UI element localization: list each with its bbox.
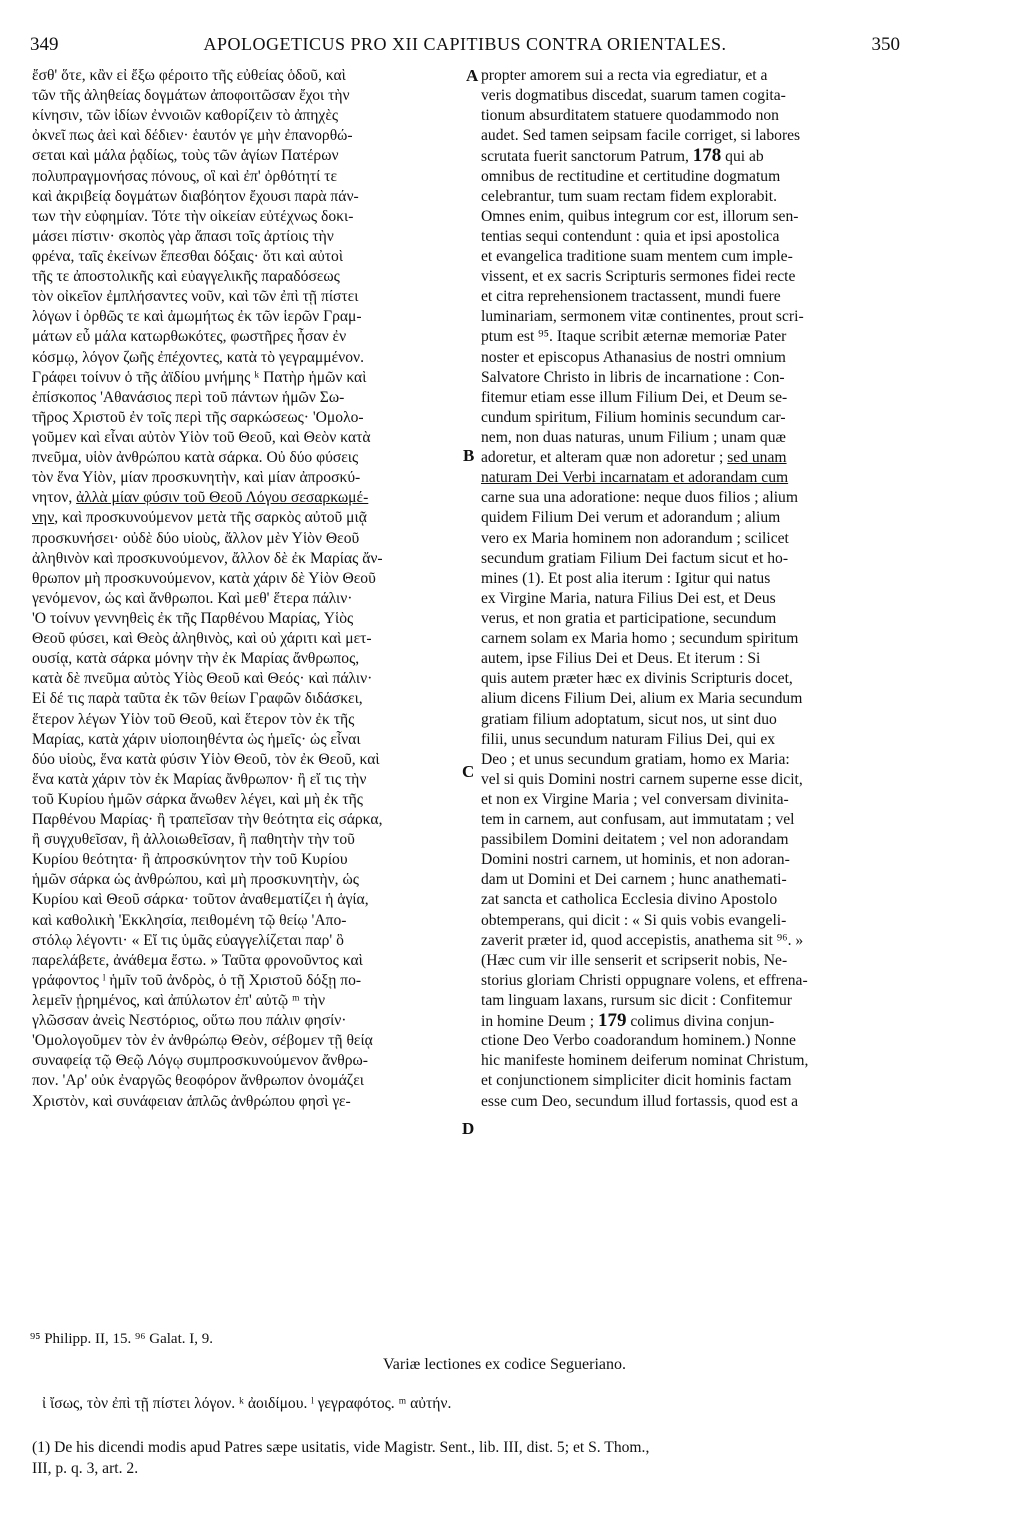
greek-line: ὀκνεῖ πως ἀεὶ καὶ δέδιεν· ἑαυτόν γε μὴν ἐπανορθώ- [32, 127, 353, 145]
latin-line: et conjunctionem simpliciter dicit hominis factam [481, 1072, 792, 1090]
greek-line: γοῦμεν καὶ εἶναι αὐτὸν Υἱὸν τοῦ Θεοῦ, καὶ Θεὸν κατὰ [32, 428, 371, 446]
greek-line: κατὰ δὲ πνεῦμα αὐτὸς Υἱὸς Θεοῦ καὶ Θεός· καὶ πάλιν· [32, 670, 373, 688]
greek-line: τὸν ἕνα Υἱὸν, μίαν προσκυνητὴν, καὶ μίαν ἀπροσκύ- [32, 469, 361, 487]
greek-line: τοῦ Κυρίου ἡμῶν σάρκα ἄνωθεν λέγει, καὶ μὴ ἐκ τῆς [32, 790, 363, 808]
latin-line [481, 1011, 901, 1031]
latin-line: mines (1). Et post alia iterum : Igitur qui natus [481, 569, 771, 587]
greek-line: θρωπον μὴ προσκυνούμενον, κατὰ χάριν δὲ Υἱὸν Θεοῦ [32, 569, 376, 587]
greek-line: κόσμῳ, λόγον ζωῆς ἐπέχοντες, κατὰ τὸ γεγραμμένον. [32, 348, 364, 366]
latin-line: Domini nostri carnem, ut hominis, et non adoran- [481, 851, 790, 869]
greek-line: πνεῦμα, υἱὸν ἀνθρώπου κατὰ σάρκα. Οὐ δύο φύσεις [32, 449, 359, 467]
page-number-right: 350 [871, 34, 900, 55]
greek-column [32, 66, 462, 1112]
latin-line: verus, et non gratia et participatione, secundum [481, 609, 777, 627]
latin-line: et citra reprehensionem tractassent, mundi fuere [481, 288, 781, 306]
greek-line: Κυρίου θεότητα· ἢ ἀπροσκύνητον τὴν τοῦ Κυρίου [32, 851, 348, 869]
greek-line: των τὴν εὐφημίαν. Τότε τὴν οἰκείαν εὐτέχνως δοκι- [32, 207, 354, 225]
latin-underlined-phrase: sed unam [727, 449, 787, 467]
latin-line: Salvatore Christo in libris de incarnatione : Con- [481, 368, 785, 386]
greek-line: τῆς τε ἀποστολικῆς καὶ εὐαγγελικῆς παραδόσεως [32, 268, 340, 286]
greek-line: Χριστὸν, καὶ συνάφειαν ἁπλῶς ἀνθρώπου φησὶ γε- [32, 1092, 351, 1110]
greek-line-text: , καὶ προσκυνούμενον μετὰ τῆς σαρκὸς αὐτοῦ μιᾷ [54, 509, 367, 527]
latin-line-text: adoretur, et alteram quæ non adoretur ; [481, 449, 728, 467]
greek-line: Κυρίου καὶ Θεοῦ σάρκα· τοῦτον ἀναθεματίζει ἡ ἁγία, [32, 891, 369, 909]
margin-letter-b: B [463, 446, 475, 465]
latin-line: (Hæc cum vir ille senserit et scripserit nobis, Ne- [481, 951, 788, 969]
greek-underlined-end: νην [32, 509, 55, 527]
greek-line: σεται καὶ μάλα ῥᾳδίως, τοὺς τῶν ἁγίων Πατέρων [32, 147, 339, 165]
latin-line: quis autem præter hæc ex divinis Scripturis docet, [481, 670, 793, 688]
greek-line: ουσίᾳ, κατὰ σάρκα μόνην τὴν ἐκ Μαρίας ἄνθρωπος, [32, 650, 360, 668]
latin-line: audet. Sed tamen seipsam facile corriget, si labores [481, 127, 801, 145]
greek-line: ἡμῶν σάρκα ὡς ἀνθρώπου, καὶ μὴ προσκυνητὴν, ὡς [32, 871, 359, 889]
latin-line: fitemur etiam esse illum Filium Dei, et Deum se- [481, 388, 788, 406]
endnote [32, 1437, 649, 1479]
latin-line: vero ex Maria hominem non adorandum ; scilicet [481, 529, 789, 547]
latin-line [481, 448, 901, 468]
latin-line: omnibus de rectitudine et certitudine dogmatum [481, 167, 781, 185]
greek-line: γενόμενον, ὡς καὶ ἄνθρωποι. Καὶ μεθ' ἕτερα πάλιν· [32, 589, 353, 607]
footnotes: ⁹⁵ Philipp. II, 15. ⁹⁶ Galat. I, 9. [30, 1331, 213, 1347]
greek-line: πον. 'Αρ' οὐκ ἐναργῶς θεοφόρον ἄνθρωπον ὀνομάζει [32, 1072, 364, 1090]
greek-line: κίνησιν, τῶν ἰδίων ἐννοιῶν καθορίζειν τὸ ἀπηχὲς [32, 107, 339, 125]
latin-line: tionum absurditatem statuere quodammodo non [481, 107, 779, 125]
latin-line: obtemperans, qui dicit : « Si quis vobis evangeli- [481, 911, 787, 929]
latin-line: vel si quis Domini nostri carnem superne esse dicit, [481, 770, 803, 788]
greek-line: ἔσθ' ὅτε, κἂν εἰ ἔξω φέροιτο τῆς εὐθείας ὁδοῦ, καὶ [32, 67, 346, 84]
latin-line: et non ex Virgine Maria ; vel conversam divinita- [481, 790, 789, 808]
greek-line: καὶ ἀκριβείᾳ δογμάτων διαβόητον ἔχουσι παρὰ πάν- [32, 187, 359, 205]
greek-line: γλῶσσαν ἀνεὶς Νεστόριος, οὕτω που πάλιν φησίν· [32, 1012, 347, 1030]
greek-line: τῶν τῆς ἀληθείας δογμάτων ἀποφοιτῶσαν ἔχοι τὴν [32, 87, 350, 105]
greek-line: ἀληθινὸν καὶ προσκυνούμενον, ἄλλον δὲ ἐκ Μαρίας ἄν- [32, 549, 383, 567]
greek-line: δύο υἱοὺς, ἕνα κατὰ φύσιν Υἱὸν Θεοῦ, τὸν ἐκ Θεοῦ, καὶ [32, 750, 380, 768]
latin-line: tentias sequi contendunt : quia et ipsi apostolica [481, 227, 780, 245]
greek-line: 'Ο τοίνυν γεννηθεὶς ἐκ τῆς Παρθένου Μαρίας, Υἱὸς [32, 609, 354, 627]
latin-line: cundum spiritum, Filium hominis secundum car- [481, 408, 786, 426]
greek-line: λεμεῖν ᾑρημένος, καὶ ἀπύλωτον ἐπ' αὐτῷ ᵐ τὴν [32, 992, 326, 1010]
page-number-left: 349 [30, 34, 59, 55]
latin-line: celebrantur, tum suam rectam fidem explorabit. [481, 187, 777, 205]
running-header [30, 34, 900, 58]
latin-line: passibilem Domini deitatem ; vel non adorandam [481, 831, 789, 849]
latin-line: autem, ipse Filius Dei et Deus. Et iterum : Si [481, 650, 761, 668]
running-title: APOLOGETICUS PRO XII CAPITIBUS CONTRA ORIENTALES. [203, 34, 727, 54]
latin-line-text: in homine Deum ; [481, 1013, 595, 1031]
latin-line: tam linguam laxans, rursum sic dicit : Confitemur [481, 992, 792, 1010]
latin-line: luminariam, sermonem vitæ continentes, prout scri- [481, 308, 804, 326]
greek-line: τὸν οἰκεῖον ἐμπλήσαντες νοῦν, καὶ τῶν ἐπὶ τῇ πίστει [32, 288, 359, 306]
greek-line: προσκυνήσει· οὐδὲ δύο υἱοὺς, ἄλλον μὲν Υἱὸν Θεοῦ [32, 529, 360, 547]
greek-line: Μαρίας, κατὰ χάριν υἱοποιηθέντα ὡς ἡμεῖς· ὡς εἶναι [32, 730, 361, 748]
greek-line: στόλῳ λέγοντι· « Εἴ τις ὑμᾶς εὐαγγελίζεται παρ' ὃ [32, 931, 344, 949]
greek-line: παρελάβετε, ἀνάθεμα ἔστω. » Ταῦτα φρονοῦντος καὶ [32, 951, 363, 969]
greek-line-text: νητον, [32, 489, 77, 507]
latin-line: noster et episcopus Athanasius de nostri omnium [481, 348, 786, 366]
latin-line: ex Virgine Maria, natura Filius Dei est, et Deus [481, 589, 776, 607]
variae-lectiones-title: Variæ lectiones ex codice Segueriano. [382, 1356, 627, 1373]
greek-line: συναφείᾳ τῷ Θεῷ Λόγῳ συμπροσκυνούμενον ἄνθρω- [32, 1052, 368, 1070]
latin-line: et evangelica traditione suam mentem cum imple- [481, 247, 793, 265]
greek-line: ἐπίσκοπος 'Αθανάσιος περὶ τοῦ πάντων ἡμῶν Σω- [32, 388, 345, 406]
greek-line: μάτων εὖ μάλα κατωρθωκότες, φωστῆρες ἦσαν ἐν [32, 328, 347, 346]
latin-line: vissent, et ex sacris Scripturis sermones fidei recte [481, 268, 796, 286]
greek-line: Γράφει τοίνυν ὁ τῆς ἀϊδίου μνήμης ᵏ Πατὴρ ἡμῶν καὶ [32, 368, 367, 386]
latin-line-text: scrutata fuerit sanctorum Patrum, [481, 148, 689, 166]
column-number-179: 179 [597, 1010, 627, 1032]
greek-line: τῆρος Χριστοῦ ἐν τοῖς περὶ τῆς σαρκώσεως· 'Ομολο- [32, 408, 364, 426]
latin-line: storius gloriam Christi oppugnare volens, et effrena- [481, 971, 808, 989]
greek-line [32, 488, 462, 508]
latin-line: dam ut Domini et Dei carnem ; hunc anathemati- [481, 871, 787, 889]
column-number-178: 178 [692, 145, 722, 167]
latin-line [481, 146, 901, 166]
latin-line: Omnes enim, quibus integrum cor est, illorum sen- [481, 207, 799, 225]
greek-line: πολυπραγμονήσας πόνους, οἳ καὶ ἐπ' ὀρθότητί τε [32, 167, 338, 185]
latin-line: alium dicens Filium Dei, alium ex Maria secundum [481, 690, 803, 708]
latin-line: nem, non duas naturas, unum Filium ; unam quæ [481, 428, 786, 446]
greek-line: Εἰ δέ τις παρὰ ταῦτα ἐκ τῶν θείων Γραφῶν διδάσκει, [32, 690, 363, 708]
greek-line: καὶ καθολικὴ 'Εκκλησία, πειθομένη τῷ θείῳ 'Απο- [32, 911, 347, 929]
latin-line: hic manifeste hominem deiferum nominat Christum, [481, 1052, 809, 1070]
greek-line: λόγων ἰ ὀρθῶς τε καὶ ἀμωμήτως ἐκ τῶν ἱερῶν Γραμ- [32, 308, 362, 326]
latin-line: zat sancta et catholica Ecclesia divino Apostolo [481, 891, 778, 909]
latin-line: esse cum Deo, secundum illud fortassis, quod est a [481, 1092, 799, 1110]
greek-line: Παρθένου Μαρίας· ἢ τραπεῖσαν τὴν θεότητα εἰς σάρκα, [32, 811, 383, 829]
variae-lectiones: ἰ ἴσως, τὸν ἐπὶ τῇ πίστει λόγον. ᵏ ἀοιδίμου. ˡ γεγραφότος. ᵐ αὐτήν. [42, 1395, 452, 1412]
greek-line: γράφοντος ˡ ἡμῖν τοῦ ἀνδρὸς, ὁ τῇ Χριστοῦ δόξῃ πο- [32, 971, 362, 989]
margin-letter-a: A [466, 66, 479, 85]
latin-line: filii, unus secundum naturam Filius Dei, qui ex [481, 730, 776, 748]
latin-line: ptum est ⁹⁵. Itaque scribit æternæ memoriæ Pater [481, 328, 787, 346]
endnote-line-1: (1) De his dicendi modis apud Patres sæpe usitatis, vide Magistr. Sent., lib. III, dist. 5; et S. Thom., [32, 1439, 650, 1456]
latin-line: quidem Filium Dei verum et adorandum ; alium [481, 509, 781, 527]
greek-line: ἢ συγχυθεῖσαν, ἢ ἀλλοιωθεῖσαν, ἢ παθητὴν τὴν τοῦ [32, 831, 355, 849]
margin-letter-c: C [462, 762, 475, 781]
latin-line-text: qui ab [725, 148, 764, 166]
latin-line: tem in carnem, aut confusam, aut immutatam ; vel [481, 811, 795, 829]
latin-line: propter amorem sui a recta via egrediatur, et a [481, 67, 768, 84]
greek-line: ἕτερον λέγων Υἱὸν τοῦ Θεοῦ, καὶ ἕτερον τὸν ἐκ τῆς [32, 710, 355, 728]
latin-line: secundum gratiam Filium Dei factum sicut et ho- [481, 549, 789, 567]
margin-letter-d: D [462, 1119, 475, 1138]
greek-line: 'Ομολογοῦμεν τὸν ἐν ἀνθρώπῳ Θεὸν, σέβομεν τῇ θείᾳ [32, 1032, 373, 1050]
latin-line: Deo ; et unus secundum gratiam, homo ex Maria: [481, 750, 790, 768]
latin-column [481, 66, 901, 1112]
latin-line: gratiam filium adoptatum, sicut nos, ut sint duo [481, 710, 777, 728]
greek-underlined-phrase: ἀλλὰ μίαν φύσιν τοῦ Θεοῦ Λόγου σεσαρκωμέ- [76, 489, 369, 507]
latin-line: carne sua una adoratione: neque duos filios ; alium [481, 489, 798, 507]
greek-line: Θεοῦ φύσει, καὶ Θεὸς ἀληθινὸς, καὶ οὐ χάριτι καὶ μετ- [32, 630, 372, 648]
latin-line: ctione Deo Verbo coadorandum hominem.) Nonne [481, 1032, 796, 1050]
greek-line [32, 508, 462, 528]
latin-underlined-phrase: naturam Dei Verbi incarnatam et adorandam cum [481, 469, 789, 487]
greek-line: μάσει πίστιν· σκοπὸς γὰρ ἅπασι τοῖς ἀρτίοις τὴν [32, 227, 334, 245]
latin-line: zaverit præter id, quod accepistis, anathema sit ⁹⁶. » [481, 931, 804, 949]
greek-line: ἕνα κατὰ χάριν τὸν ἐκ Μαρίας ἄνθρωπον· ἢ εἴ τις τὴν [32, 770, 367, 788]
latin-line-text: colimus divina conjun- [630, 1013, 775, 1031]
latin-line [481, 468, 901, 488]
endnote-line-2: III, p. q. 3, art. 2. [32, 1460, 139, 1477]
latin-line: carnem solam ex Maria homo ; secundum spiritum [481, 630, 799, 648]
greek-line: φρένα, ταῖς ἐκείνων ἕπεσθαι δόξαις· ὅτι καὶ αὐτοὶ [32, 247, 344, 265]
latin-line: veris dogmatibus discedat, suarum tamen cogita- [481, 87, 786, 105]
